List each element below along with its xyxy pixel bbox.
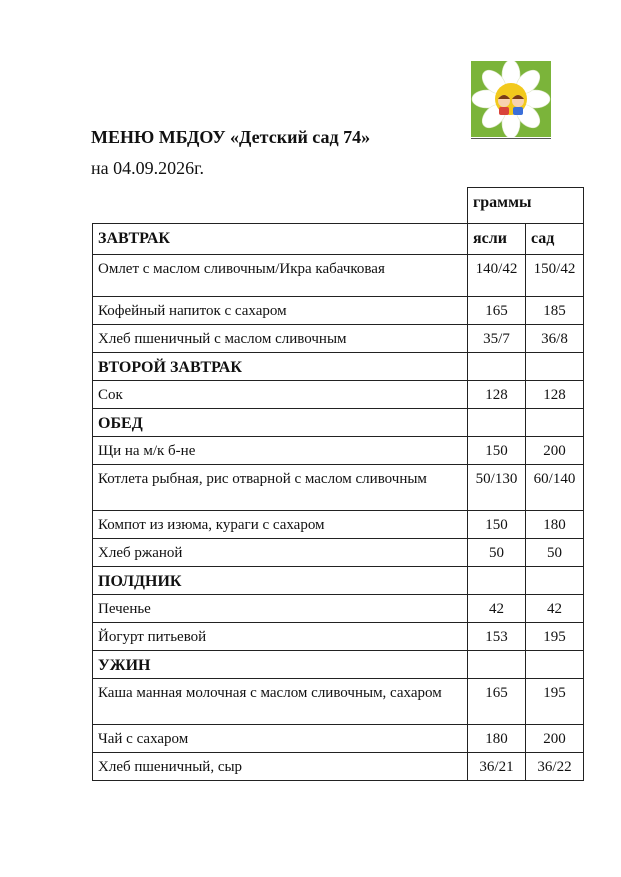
menu-item-row <box>93 753 584 781</box>
dish-name: Кофейный напиток с сахаром <box>93 297 468 325</box>
section-row <box>93 409 584 437</box>
grams-nursery: 180 <box>468 725 526 753</box>
section-title: ОБЕД <box>93 409 468 437</box>
section-title: УЖИН <box>93 651 468 679</box>
menu-item-row <box>93 297 584 325</box>
section-row <box>93 567 584 595</box>
section-title: ВТОРОЙ ЗАВТРАК <box>93 353 468 381</box>
grams-nursery: 153 <box>468 623 526 651</box>
dish-name: Котлета рыбная, рис отварной с маслом сливочным <box>93 465 468 511</box>
empty-cell <box>468 567 526 595</box>
grams-nursery: 165 <box>468 679 526 725</box>
grams-garden: 36/8 <box>526 325 584 353</box>
section-title: ПОЛДНИК <box>93 567 468 595</box>
empty-cell <box>468 409 526 437</box>
grams-nursery: 150 <box>468 511 526 539</box>
grams-garden: 200 <box>526 437 584 465</box>
empty-cell <box>526 353 584 381</box>
dish-name: Компот из изюма, кураги с сахаром <box>93 511 468 539</box>
empty-cell <box>468 353 526 381</box>
grams-garden: 50 <box>526 539 584 567</box>
grams-garden: 195 <box>526 679 584 725</box>
section-row <box>93 224 584 255</box>
column-header-nursery: ясли <box>468 224 526 255</box>
grams-header: граммы <box>468 188 584 224</box>
page-title: МЕНЮ МБДОУ «Детский сад 74» <box>91 127 371 147</box>
menu-table <box>92 187 584 781</box>
menu-item-row <box>93 623 584 651</box>
dish-name: Сок <box>93 381 468 409</box>
menu-item-row <box>93 595 584 623</box>
dish-name: Хлеб пшеничный с маслом сливочным <box>93 325 468 353</box>
grams-nursery: 35/7 <box>468 325 526 353</box>
grams-garden: 150/42 <box>526 255 584 297</box>
empty-cell <box>526 567 584 595</box>
grams-garden: 195 <box>526 623 584 651</box>
grams-nursery: 140/42 <box>468 255 526 297</box>
section-title: ЗАВТРАК <box>93 224 468 255</box>
kindergarten-logo <box>471 61 551 137</box>
logo-underline <box>471 138 551 139</box>
dish-name: Каша манная молочная с маслом сливочным, сахаром <box>93 679 468 725</box>
empty-header-cell <box>93 188 468 224</box>
grams-garden: 60/140 <box>526 465 584 511</box>
dish-name: Чай с сахаром <box>93 725 468 753</box>
menu-item-row <box>93 725 584 753</box>
grams-nursery: 50/130 <box>468 465 526 511</box>
dish-name: Йогурт питьевой <box>93 623 468 651</box>
grams-garden: 200 <box>526 725 584 753</box>
grams-nursery: 50 <box>468 539 526 567</box>
empty-cell <box>526 409 584 437</box>
grams-nursery: 165 <box>468 297 526 325</box>
menu-item-row <box>93 325 584 353</box>
menu-item-row <box>93 465 584 511</box>
menu-item-row <box>93 255 584 297</box>
dish-name: Хлеб ржаной <box>93 539 468 567</box>
menu-item-row <box>93 511 584 539</box>
flower-logo-icon <box>471 61 551 137</box>
section-row <box>93 353 584 381</box>
grams-header-row <box>93 188 584 224</box>
grams-garden: 180 <box>526 511 584 539</box>
grams-nursery: 36/21 <box>468 753 526 781</box>
section-row <box>93 651 584 679</box>
menu-item-row <box>93 437 584 465</box>
grams-garden: 42 <box>526 595 584 623</box>
menu-date: на 04.09.2026г. <box>91 158 204 178</box>
menu-item-row <box>93 539 584 567</box>
dish-name: Хлеб пшеничный, сыр <box>93 753 468 781</box>
grams-nursery: 128 <box>468 381 526 409</box>
dish-name: Щи на м/к б-не <box>93 437 468 465</box>
dish-name: Печенье <box>93 595 468 623</box>
menu-item-row <box>93 381 584 409</box>
empty-cell <box>526 651 584 679</box>
grams-nursery: 42 <box>468 595 526 623</box>
dish-name: Омлет с маслом сливочным/Икра кабачковая <box>93 255 468 297</box>
grams-garden: 36/22 <box>526 753 584 781</box>
grams-garden: 185 <box>526 297 584 325</box>
menu-item-row <box>93 679 584 725</box>
column-header-garden: сад <box>526 224 584 255</box>
grams-nursery: 150 <box>468 437 526 465</box>
empty-cell <box>468 651 526 679</box>
grams-garden: 128 <box>526 381 584 409</box>
